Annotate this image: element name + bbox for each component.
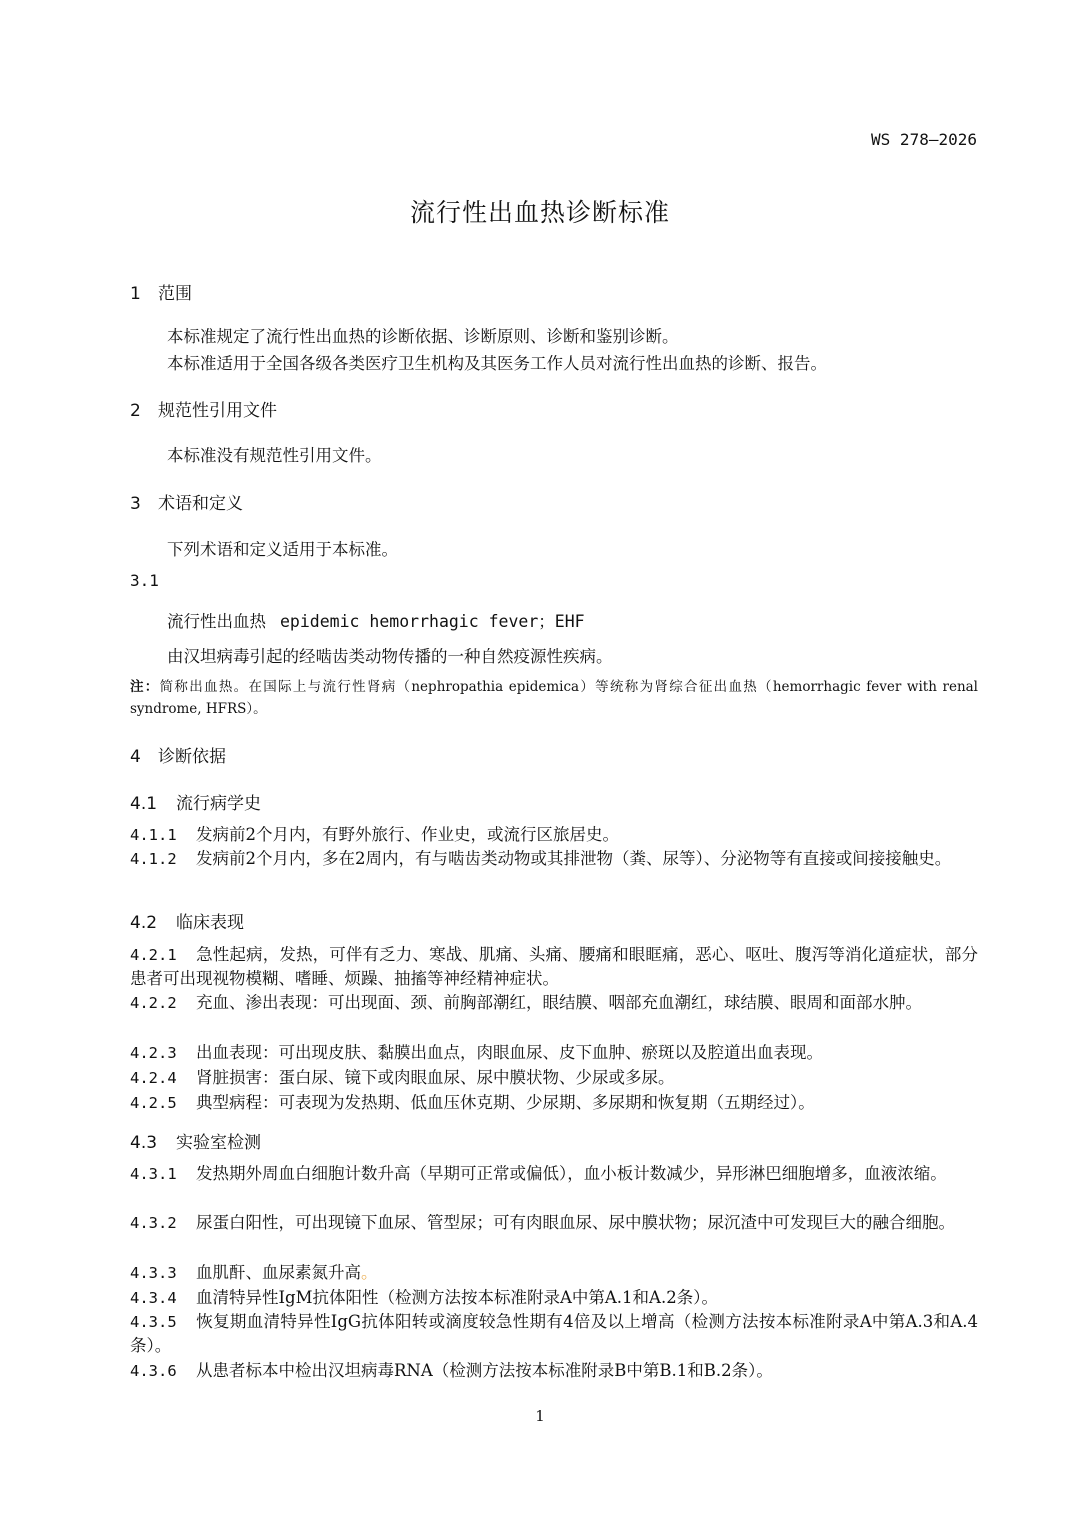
note-label: 注： (130, 679, 160, 695)
clause-3-1-label: 3.1 (130, 571, 159, 590)
item-4-2-5 (130, 1091, 978, 1115)
item-number: 4.3.6 (130, 1362, 177, 1380)
item-text: 发病前2个月内，多在2周内，有与啮齿类动物或其排泄物（粪、尿等）、分泌物等有直接或间接接触史。 (196, 849, 952, 868)
section-title: 范围 (158, 284, 192, 304)
term-english: epidemic hemorrhagic fever；EHF (280, 612, 585, 631)
item-number: 4.3.4 (130, 1289, 177, 1307)
terms-intro-paragraph: 下列术语和定义适用于本标准。 (167, 540, 398, 559)
item-text: 肾脏损害：蛋白尿、镜下或肉眼血尿、尿中膜状物、少尿或多尿。 (196, 1068, 675, 1087)
references-paragraph: 本标准没有规范性引用文件。 (167, 446, 382, 465)
standard-number: WS 278—2026 (871, 130, 977, 149)
item-number: 4.1.1 (130, 826, 177, 844)
item-text: 发热期外周血白细胞计数升高（早期可正常或偏低），血小板计数减少，异形淋巴细胞增多，血液浓缩。 (196, 1164, 947, 1183)
subsection-number: 4.3 (130, 1133, 158, 1153)
subsection-4-3-heading (130, 1128, 261, 1153)
subsection-title: 临床表现 (176, 913, 244, 933)
item-number: 4.2.1 (130, 946, 177, 964)
item-text: 尿蛋白阳性，可出现镜下血尿、管型尿；可有肉眼血尿、尿中膜状物；尿沉渣中可发现巨大的融合细胞。 (196, 1213, 955, 1232)
item-text: 恢复期血清特异性IgG抗体阳转或滴度较急性期有4倍及以上增高（检测方法按本标准附录A中第A.3和A.4条）。 (130, 1312, 978, 1355)
item-4-3-1 (130, 1162, 978, 1186)
item-text: 从患者标本中检出汉坦病毒RNA（检测方法按本标准附录B中第B.1和B.2条）。 (196, 1361, 773, 1380)
section-4-heading (130, 742, 226, 767)
item-4-3-3 (130, 1261, 978, 1285)
item-4-3-5 (130, 1310, 978, 1358)
item-4-3-6 (130, 1359, 978, 1383)
item-4-2-1 (130, 943, 978, 991)
item-text: 血肌酐、血尿素氮升高 (196, 1263, 361, 1282)
item-number: 4.3.2 (130, 1214, 177, 1232)
term-definition: 由汉坦病毒引起的经啮齿类动物传播的一种自然疫源性疾病。 (167, 647, 613, 666)
section-1-heading (130, 279, 192, 304)
scope-paragraph-2: 本标准适用于全国各级各类医疗卫生机构及其医务工作人员对流行性出血热的诊断、报告。 (167, 354, 827, 373)
item-number: 4.1.2 (130, 850, 177, 868)
section-title: 诊断依据 (158, 747, 226, 767)
item-4-3-4 (130, 1286, 978, 1310)
subsection-title: 流行病学史 (176, 794, 261, 814)
item-text: 典型病程：可表现为发热期、低血压休克期、少尿期、多尿期和恢复期（五期经过）。 (196, 1093, 815, 1112)
item-text: 血清特异性IgM抗体阳性（检测方法按本标准附录A中第A.1和A.2条）。 (196, 1288, 718, 1307)
section-title: 术语和定义 (158, 494, 243, 514)
subsection-number: 4.2 (130, 913, 158, 933)
item-number: 4.2.2 (130, 994, 177, 1012)
item-number: 4.2.5 (130, 1094, 177, 1112)
section-3-heading (130, 489, 243, 514)
item-number: 4.2.3 (130, 1044, 177, 1062)
section-number: 3 (130, 494, 141, 514)
section-2-heading (130, 396, 277, 421)
item-number: 4.3.1 (130, 1165, 177, 1183)
item-text: 急性起病，发热，可伴有乏力、寒战、肌痛、头痛、腰痛和眼眶痛，恶心、呕吐、腹泻等消化道症状，部分患者可出现视物模糊、嗜睡、烦躁、抽搐等神经精神症状。 (130, 945, 978, 988)
section-number: 4 (130, 747, 141, 767)
document-title: 流行性出血热诊断标准 (409, 198, 670, 227)
section-number: 2 (130, 401, 141, 421)
section-number: 1 (130, 284, 141, 304)
scope-paragraph-1: 本标准规定了流行性出血热的诊断依据、诊断原则、诊断和鉴别诊断。 (167, 327, 679, 346)
item-text: 出血表现：可出现皮肤、黏膜出血点，肉眼血尿、皮下血肿、瘀斑以及腔道出血表现。 (196, 1043, 823, 1062)
page-number: 1 (535, 1407, 545, 1425)
item-text: 充血、渗出表现：可出现面、颈、前胸部潮红，眼结膜、咽部充血潮红，球结膜、眼周和面部水肿。 (196, 993, 922, 1012)
term-note (130, 676, 978, 720)
item-number: 4.3.3 (130, 1264, 177, 1282)
subsection-number: 4.1 (130, 794, 158, 814)
item-number: 4.2.4 (130, 1069, 177, 1087)
item-4-1-2 (130, 847, 978, 871)
item-4-2-3 (130, 1041, 978, 1065)
item-4-2-2 (130, 991, 978, 1015)
term-entry (167, 608, 585, 632)
highlight-mark: 。 (361, 1263, 378, 1282)
item-4-1-1 (130, 823, 978, 847)
subsection-4-2-heading (130, 908, 244, 933)
section-title: 规范性引用文件 (158, 401, 277, 421)
term-chinese: 流行性出血热 (167, 612, 266, 631)
note-text: 简称出血热。在国际上与流行性肾病（nephropathia epidemica）等统称为肾综合征出血热（hemorrhagic fever with renal syndrome, HFRS）。 (130, 679, 978, 717)
item-4-3-2 (130, 1211, 978, 1235)
subsection-title: 实验室检测 (176, 1133, 261, 1153)
subsection-4-1-heading (130, 789, 261, 814)
item-4-2-4 (130, 1066, 978, 1090)
item-text: 发病前2个月内，有野外旅行、作业史，或流行区旅居史。 (196, 825, 619, 844)
item-number: 4.3.5 (130, 1313, 177, 1331)
